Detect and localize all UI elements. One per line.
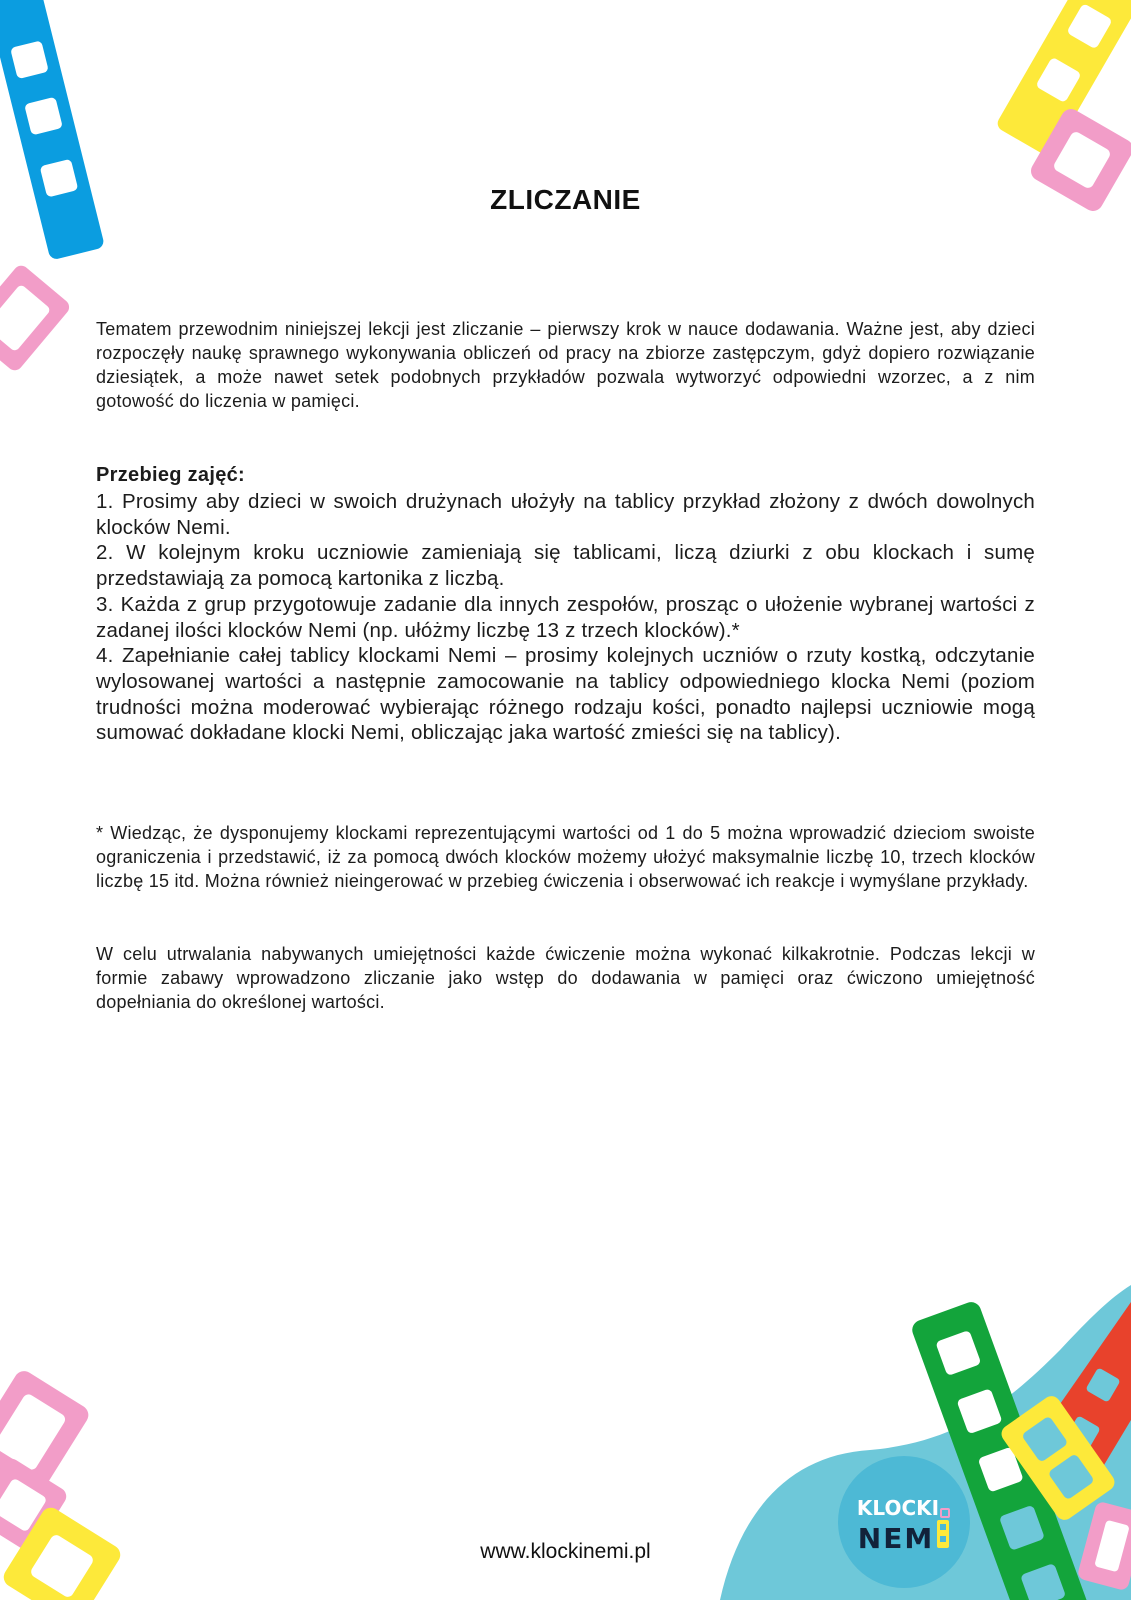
- procedure-step: 1. Prosimy aby dzieci w swoich drużynach ułożyły na tablicy przykład złożony z dwóch dowolnych klocków Nemi.: [96, 490, 1035, 539]
- procedure-heading: Przebieg zajęć:: [96, 464, 246, 486]
- logo-line-2: NEM: [857, 1522, 935, 1555]
- footnote-paragraph: * Wiedząc, że dysponujemy klockami reprezentującymi wartości od 1 do 5 można wprowadzić dzieciom swoiste ograniczenia i przedstawić, iż za pomocą dwóch klocków możemy ułożyć maksymalnie liczbę 10, trzech klocków liczbę 15 itd. Można również nieingerować w przebieg ćwiczenia i obserwować ich reakcje i wymyślane przykłady.: [96, 823, 1035, 891]
- procedure-step: 2. W kolejnym kroku uczniowie zamieniają się tablicami, liczą dziurki z obu klockach i sumę przedstawiają za pomocą kartonika z liczbą.: [96, 541, 1035, 591]
- procedure-step: 3. Każda z grup przygotowuje zadanie dla innych zespołów, prosząc o ułożenie wybranej wartości z zadanej ilości klocków Nemi (np. ułóżmy liczbę 13 z trzech klocków).*: [96, 592, 1035, 642]
- summary-paragraph: W celu utrwalania nabywanych umiejętności każde ćwiczenie można wykonać kilkakrotnie. Podczas lekcji w formie zabawy wprowadzono zliczanie jako wstęp do dodawania w pamięci oraz ćwiczono umiejętność dopełniania do określonej wartości.: [96, 944, 1035, 1012]
- procedure-step: 4. Zapełnianie całej tablicy klockami Nemi – prosimy kolejnych uczniów o rzuty kostką, odczytanie wylosowanej wartości a następnie zamocowanie na tablicy odpowiedniego klocka Nemi (poziom trudności można moderować wybierając różnego rodzaju kości, ponadto najlepsi uczniowie mogą sumować dokładane klocki Nemi, obliczając jaka wartość zmieści się na tablicy).: [96, 644, 1035, 745]
- page-title: ZLICZANIE: [490, 184, 641, 215]
- procedure-steps: [96, 489, 1035, 746]
- intro-paragraph: Tematem przewodnim niniejszej lekcji jest zliczanie – pierwszy krok w nauce dodawania. Ważne jest, aby dzieci rozpoczęły naukę sprawnego wykonywania obliczeń od pracy na zbiorze zastępczym, gdyż dopiero rozwiązanie dziesiątek, a może nawet setek podobnych przykładów pozwala wytworzyć odpowiedni wzorzec, a z nim gotowość do liczenia w pamięci.: [96, 319, 1035, 411]
- logo-line-1: KLOCKI: [856, 1496, 940, 1520]
- website-link[interactable]: www.klockinemi.pl: [480, 1540, 651, 1563]
